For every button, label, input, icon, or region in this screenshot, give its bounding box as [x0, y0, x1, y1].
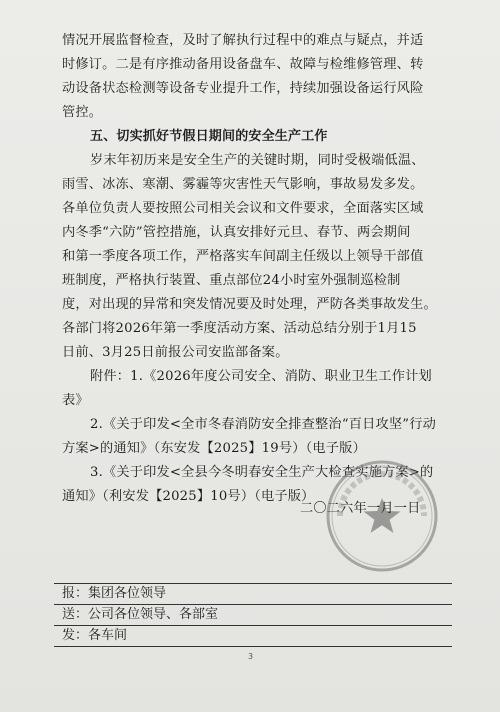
body-text-line: 情况开展监督检查，及时了解执行过程中的难点与疑点，并适 — [62, 33, 424, 48]
body-text-line: 雨雪、冰冻、寒潮、雾霾等灾害性天气影响，事故易发多发。 — [62, 177, 424, 192]
attachment-line: 表》 — [62, 393, 89, 408]
footer-rule — [54, 625, 452, 626]
report-to-line: 报：集团各位领导 — [62, 586, 167, 601]
body-text-line: 各部门将2026年第一季度活动方案、活动总结分别于1月15 — [62, 321, 417, 336]
page-number: 3 — [248, 652, 254, 661]
issue-to-line: 发：各车间 — [62, 628, 128, 643]
section-heading: 五、切实抓好节假日期间的安全生产工作 — [90, 129, 328, 144]
body-text-line: 各单位负责人要按照公司相关会议和文件要求，全面落实区域 — [62, 201, 424, 216]
body-text-line: 岁末年初历来是安全生产的关键时期，同时受极端低温、 — [90, 153, 425, 168]
attachment-line: 3.《关于印发<全县今冬明春安全生产大检查实施方案>的 — [90, 465, 434, 480]
footer-rule — [54, 604, 452, 605]
body-text-line: 管控。 — [62, 105, 103, 120]
footer-rule — [54, 646, 452, 647]
attachment-line: 方案>的通知》（东安发【2025】19号）（电子版） — [62, 441, 366, 456]
body-text-line: 度，对出现的异常和突发情况要及时处理，严防各类事故发生。 — [62, 297, 437, 312]
body-text-line: 班制度，严格执行装置、重点部位24小时室外强制巡检制 — [62, 273, 401, 288]
attachment-line: 2.《关于印发<全市冬春消防安全排查整治“百日攻坚”行动 — [90, 417, 437, 432]
footer-rule — [54, 583, 452, 584]
body-text-line: 时修订。二是有序推动备用设备盘车、故障与检维修管理、转 — [62, 57, 424, 72]
body-text-line: 动设备状态检测等设备专业提升工作，持续加强设备运行风险 — [62, 81, 424, 96]
attachment-line: 通知》（利安发【2025】10号）（电子版） — [62, 489, 315, 504]
send-to-line: 送：公司各位领导、各部室 — [62, 607, 219, 622]
document-date: 二〇二六年一月一日 — [300, 501, 421, 516]
body-text-line: 日前、3月25日前报公司安监部备案。 — [62, 345, 289, 360]
body-text-line: 和第一季度各项工作，严格落实车间副主任级以上领导干部值 — [62, 249, 424, 264]
body-text-line: 内冬季“六防”管控措施，认真安排好元旦、春节、两会期间 — [62, 225, 411, 240]
attachment-line: 附件：1.《2026年度公司安全、消防、职业卫生工作计划 — [90, 369, 432, 384]
